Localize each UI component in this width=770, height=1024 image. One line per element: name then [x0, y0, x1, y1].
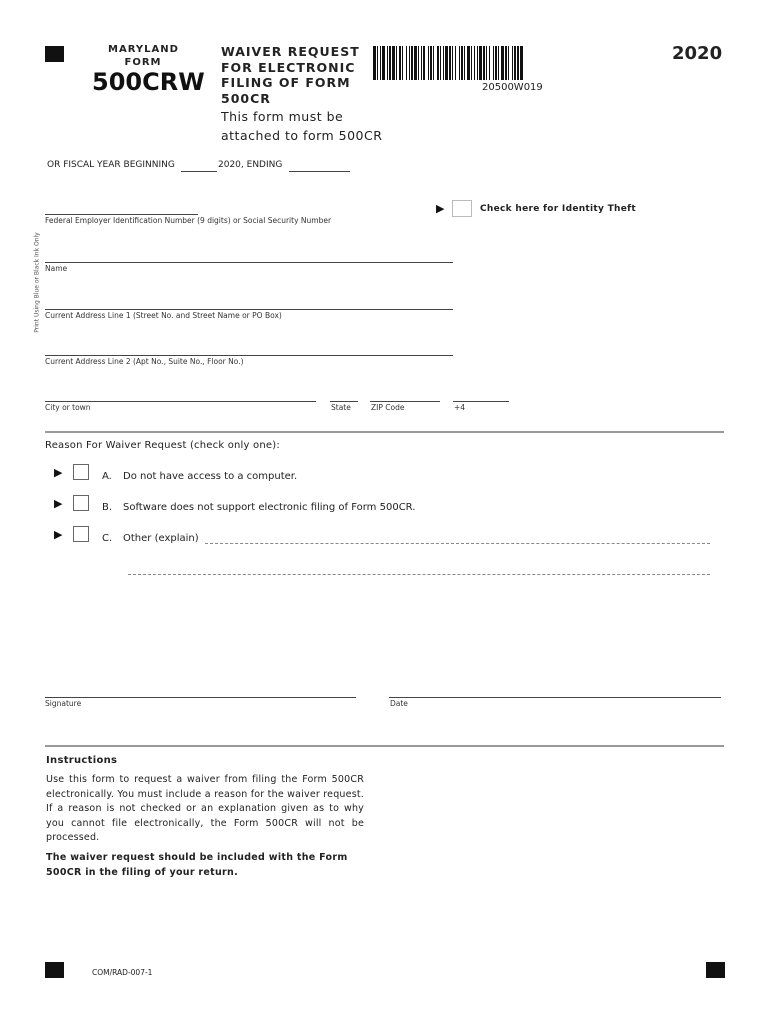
state-field[interactable] — [330, 401, 358, 402]
address-line2-label: Current Address Line 2 (Apt No., Suite No., Floor No.) — [45, 357, 244, 366]
date-label: Date — [390, 699, 408, 708]
registration-mark-top-left — [45, 46, 64, 62]
form-title — [221, 44, 360, 106]
instructions-heading: Instructions — [46, 755, 118, 766]
fein-label: Federal Employer Identification Number (9 digits) or Social Security Number — [45, 216, 332, 225]
section-divider — [45, 431, 724, 433]
reason-c-checkbox[interactable] — [73, 526, 89, 542]
identity-theft-label: Check here for Identity Theft — [480, 204, 636, 214]
reason-a-letter: A. — [102, 471, 112, 482]
form-label: FORM — [124, 57, 162, 68]
arrow-right-icon: ▶ — [54, 466, 63, 479]
arrow-right-icon: ▶ — [436, 202, 445, 215]
explain-field-line1[interactable] — [205, 543, 710, 544]
barcode — [373, 46, 645, 80]
arrow-right-icon: ▶ — [54, 497, 63, 510]
reason-a-text: Do not have access to a computer. — [123, 471, 298, 482]
name-field[interactable] — [45, 262, 453, 263]
instructions-bold-note: The waiver request should be included with the Form 500CR in the filing of your return. — [46, 852, 348, 878]
state-label: State — [331, 403, 351, 412]
reason-c-text: Other (explain) — [123, 533, 199, 544]
reason-heading: Reason For Waiver Request (check only one): — [45, 440, 280, 451]
address-line2-field[interactable] — [45, 355, 453, 356]
explain-field-line2[interactable] — [128, 574, 710, 575]
reason-c-letter: C. — [102, 533, 113, 544]
zip-label: ZIP Code — [371, 403, 405, 412]
fiscal-begin-field[interactable] — [181, 171, 217, 172]
attach-note-line1: This form must be — [221, 109, 344, 124]
form-title-line: 500CR — [221, 90, 271, 106]
form-title-line: FILING OF FORM — [221, 75, 351, 90]
reason-b-checkbox[interactable] — [73, 495, 89, 511]
instructions-body: Use this form to request a waiver from filing the Form 500CR electronically. You must include a reason for the waiver request. If a reason is not checked or an explanation given as to why you cannot file electronically, the Form 500CR will not be processed. — [46, 774, 364, 843]
form-number: 500CRW — [92, 68, 205, 96]
date-field[interactable] — [389, 697, 721, 698]
reason-a-checkbox[interactable] — [73, 464, 89, 480]
zip-field[interactable] — [370, 401, 440, 402]
city-field[interactable] — [45, 401, 316, 402]
tax-year: 2020 — [672, 43, 723, 64]
address-line1-field[interactable] — [45, 309, 453, 310]
registration-mark-bottom-right — [706, 962, 725, 978]
fiscal-year-middle: 2020, ENDING — [218, 160, 283, 170]
reason-b-text: Software does not support electronic filing of Form 500CR. — [123, 502, 416, 513]
arrow-right-icon: ▶ — [54, 528, 63, 541]
signature-field[interactable] — [45, 697, 356, 698]
section-divider — [45, 745, 724, 747]
fiscal-end-field[interactable] — [289, 171, 350, 172]
form-title-line: WAIVER REQUEST — [221, 44, 360, 59]
attach-note-line2: attached to form 500CR — [221, 128, 383, 143]
zip-plus4-field[interactable] — [453, 401, 509, 402]
registration-mark-bottom-left — [45, 962, 64, 978]
name-label: Name — [45, 264, 68, 273]
city-label: City or town — [45, 403, 91, 412]
identity-theft-checkbox[interactable] — [452, 200, 472, 217]
fein-field[interactable] — [45, 214, 198, 215]
ink-instruction-side-text: Print Using Blue or Black Ink Only — [33, 232, 41, 333]
signature-label: Signature — [45, 699, 82, 708]
address-line1-label: Current Address Line 1 (Street No. and Street Name or PO Box) — [45, 311, 282, 320]
reason-b-letter: B. — [102, 502, 113, 513]
form-title-line: FOR ELECTRONIC — [221, 59, 356, 75]
state-label: MARYLAND — [108, 44, 179, 55]
barcode-number: 20500W019 — [482, 82, 543, 93]
zip-plus4-label: +4 — [454, 403, 466, 412]
form-code: COM/RAD-007-1 — [92, 968, 153, 977]
fiscal-year-prefix: OR FISCAL YEAR BEGINNING — [47, 160, 175, 170]
